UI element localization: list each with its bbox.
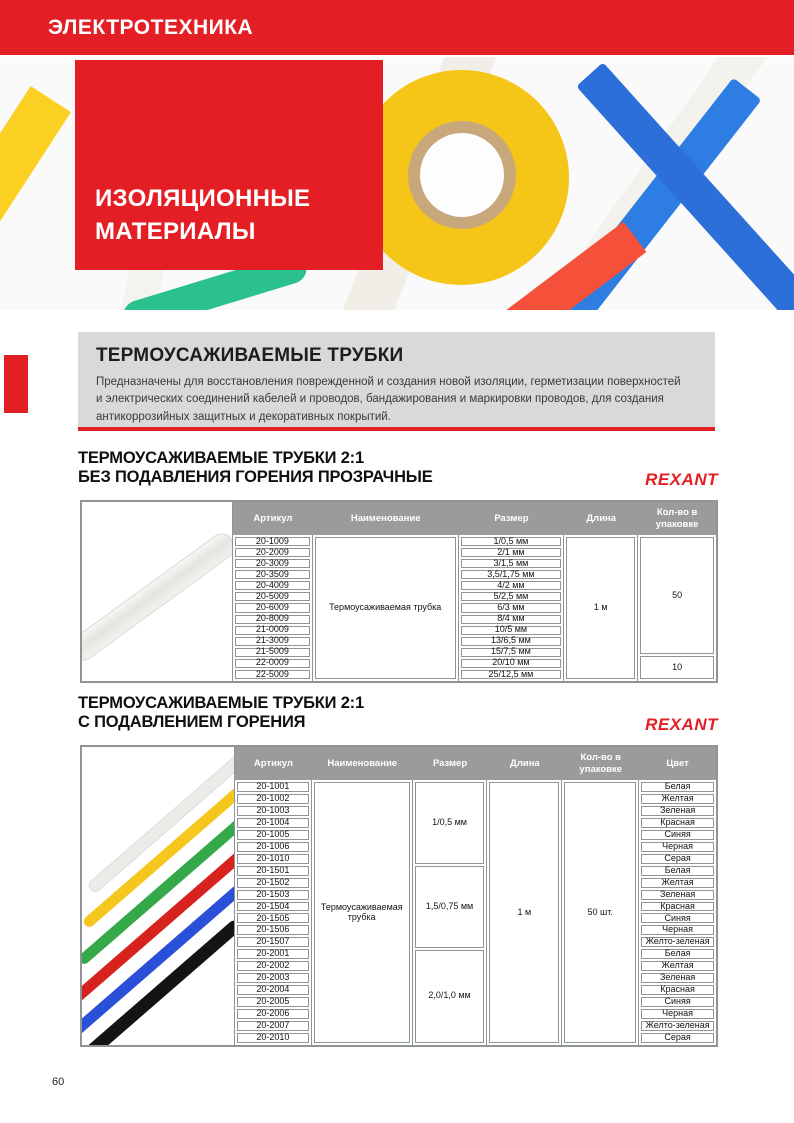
article-cell: 22-0009 <box>235 659 310 668</box>
article-cell: 20-8009 <box>235 615 310 624</box>
section2-title <box>78 694 364 732</box>
size-cell: 6/3 мм <box>461 603 562 612</box>
color-cell: Белая <box>641 782 714 792</box>
table1-body <box>233 535 716 681</box>
color-cell: Желтая <box>641 961 714 971</box>
product-photo-colored-tubes <box>82 747 235 1045</box>
article-cell: 20-1506 <box>237 925 309 935</box>
clear-tube-image <box>82 529 233 666</box>
article-cell: 20-2004 <box>237 985 309 995</box>
col-header-color: Цвет <box>666 757 689 769</box>
color-cell: Желтая <box>641 878 714 888</box>
color-cell: Белая <box>641 866 714 876</box>
article-cell: 20-2009 <box>235 548 310 557</box>
color-column <box>639 780 716 1045</box>
table2-header-row <box>235 747 716 780</box>
article-cell: 20-2003 <box>237 973 309 983</box>
color-cell: Желто-зеленая <box>641 937 714 947</box>
article-cell: 20-5009 <box>235 592 310 601</box>
article-cell: 20-2010 <box>237 1033 309 1043</box>
article-cell: 21-5009 <box>235 648 310 657</box>
size-cell: 10/5 мм <box>461 626 562 635</box>
table2-body <box>235 780 716 1045</box>
name-column <box>313 535 459 681</box>
article-cell: 20-1507 <box>237 937 309 947</box>
section1-title-line2: БЕЗ ПОДАВЛЕНИЯ ГОРЕНИЯ ПРОЗРАЧНЫЕ <box>78 468 433 486</box>
size-cell: 13/6,5 мм <box>461 637 562 646</box>
article-cell: 20-4009 <box>235 581 310 590</box>
size-cell: 20/10 мм <box>461 659 562 668</box>
size-group-cell: 2,0/1,0 мм <box>415 950 485 1043</box>
size-cell: 3,5/1,75 мм <box>461 570 562 579</box>
size-cell: 15/7,5 мм <box>461 648 562 657</box>
page-number: 60 <box>52 1076 65 1088</box>
length-column <box>564 535 638 681</box>
article-cell: 21-0009 <box>235 626 310 635</box>
article-cell: 20-2005 <box>237 997 309 1007</box>
col-header-size: Размер <box>432 757 468 769</box>
color-cell: Синяя <box>641 913 714 923</box>
col-header-article: Артикул <box>253 512 293 524</box>
size-group-cell: 1/0,5 мм <box>415 782 485 864</box>
table-transparent-tubing <box>80 500 718 683</box>
color-cell: Синяя <box>641 997 714 1007</box>
hero-photo <box>0 57 794 310</box>
size-group-cell: 1,5/0,75 мм <box>415 866 485 948</box>
article-cell: 20-1005 <box>237 830 309 840</box>
article-cell: 20-3509 <box>235 570 310 579</box>
size-cell: 4/2 мм <box>461 581 562 590</box>
color-cell: Желтая <box>641 794 714 804</box>
section1-title-line1: ТЕРМОУСАЖИВАЕМЫЕ ТРУБКИ 2:1 <box>78 449 364 467</box>
color-cell: Красная <box>641 902 714 912</box>
page-header-title: ЭЛЕКТРОТЕХНИКА <box>48 15 254 39</box>
color-cell: Красная <box>641 985 714 995</box>
qty-cell-10: 10 <box>640 656 714 679</box>
rexant-logo: REXANT <box>645 470 718 489</box>
article-cell: 20-1009 <box>235 537 310 546</box>
article-cell: 20-3009 <box>235 559 310 568</box>
size-cell: 5/2,5 мм <box>461 592 562 601</box>
page-edge-marker <box>4 355 28 413</box>
col-header-name: Наименование <box>327 757 398 769</box>
article-cell: 20-2006 <box>237 1009 309 1019</box>
qty-cell: 50 шт. <box>564 782 636 1043</box>
size-column <box>459 535 565 681</box>
tape-roll-center <box>420 133 504 217</box>
col-header-length: Длина <box>586 512 617 524</box>
article-cell: 20-1502 <box>237 878 309 888</box>
article-column <box>235 780 312 1045</box>
size-cell: 25/12,5 мм <box>461 670 562 679</box>
color-cell: Желто-зеленая <box>641 1021 714 1031</box>
article-cell: 20-1004 <box>237 818 309 828</box>
color-cell: Черная <box>641 925 714 935</box>
col-header-name: Наименование <box>350 512 421 524</box>
length-cell: 1 м <box>489 782 559 1043</box>
article-cell: 20-2002 <box>237 961 309 971</box>
size-cell: 3/1,5 мм <box>461 559 562 568</box>
col-header-size: Размер <box>494 512 529 524</box>
category-title-line1: ИЗОЛЯЦИОННЫЕ <box>95 185 311 213</box>
qty-column <box>638 535 716 681</box>
intro-title: ТЕРМОУСАЖИВАЕМЫЕ ТРУБКИ <box>96 345 404 366</box>
yellow-tape-strip <box>0 86 71 238</box>
article-cell: 20-1503 <box>237 890 309 900</box>
col-header-qty: Кол-во в упаковке <box>655 507 699 530</box>
section2-title-line2: С ПОДАВЛЕНИЕМ ГОРЕНИЯ <box>78 713 306 731</box>
article-cell: 20-1504 <box>237 902 309 912</box>
article-cell: 20-1002 <box>237 794 309 804</box>
length-column <box>487 780 562 1045</box>
article-cell: 20-1006 <box>237 842 309 852</box>
color-cell: Синяя <box>641 830 714 840</box>
color-cell: Серая <box>641 854 714 864</box>
category-title-line2: МАТЕРИАЛЫ <box>95 217 256 245</box>
col-header-article: Артикул <box>253 757 293 769</box>
intro-box <box>78 332 715 431</box>
color-cell: Зеленая <box>641 806 714 816</box>
article-column <box>233 535 313 681</box>
intro-description: Предназначены для восстановления поврежденной и создания новой изоляции, герметизации поверхностей и электрических соединений кабелей и проводов, бандажирования и маркировки проводов, для создания антикоррозийных защитных и декоративных покрытий. <box>96 376 681 423</box>
length-cell: 1 м <box>566 537 635 679</box>
size-column <box>413 780 488 1045</box>
rexant-logo: REXANT <box>645 715 718 734</box>
article-cell: 22-5009 <box>235 670 310 679</box>
color-cell: Зеленая <box>641 973 714 983</box>
color-cell: Красная <box>641 818 714 828</box>
section2-title-line1: ТЕРМОУСАЖИВАЕМЫЕ ТРУБКИ 2:1 <box>78 694 364 712</box>
size-cell: 1/0,5 мм <box>461 537 562 546</box>
product-name-cell: Термоусаживаемая трубка <box>314 782 410 1043</box>
article-cell: 20-1001 <box>237 782 309 792</box>
table-colored-tubing <box>80 745 718 1047</box>
product-photo-transparent-tube <box>82 502 233 681</box>
qty-cell-50: 50 <box>640 537 714 654</box>
table1-header-row <box>233 502 716 535</box>
size-cell: 2/1 мм <box>461 548 562 557</box>
product-name-cell: Термоусаживаемая трубка <box>315 537 456 679</box>
section1-title <box>78 449 433 487</box>
qty-column <box>562 780 639 1045</box>
category-banner <box>75 60 383 270</box>
article-cell: 20-1003 <box>237 806 309 816</box>
article-cell: 20-6009 <box>235 603 310 612</box>
article-cell: 20-2007 <box>237 1021 309 1031</box>
color-cell: Черная <box>641 1009 714 1019</box>
color-cell: Черная <box>641 842 714 852</box>
name-column <box>312 780 413 1045</box>
article-cell: 20-1505 <box>237 913 309 923</box>
article-cell: 20-1501 <box>237 866 309 876</box>
color-cell: Белая <box>641 949 714 959</box>
article-cell: 20-1010 <box>237 854 309 864</box>
color-cell: Серая <box>641 1033 714 1043</box>
size-cell: 8/4 мм <box>461 615 562 624</box>
col-header-qty: Кол-во в упаковке <box>579 752 623 775</box>
article-cell: 20-2001 <box>237 949 309 959</box>
col-header-length: Длина <box>510 757 540 769</box>
page-header <box>0 0 794 55</box>
article-cell: 21-3009 <box>235 637 310 646</box>
color-cell: Зеленая <box>641 890 714 900</box>
